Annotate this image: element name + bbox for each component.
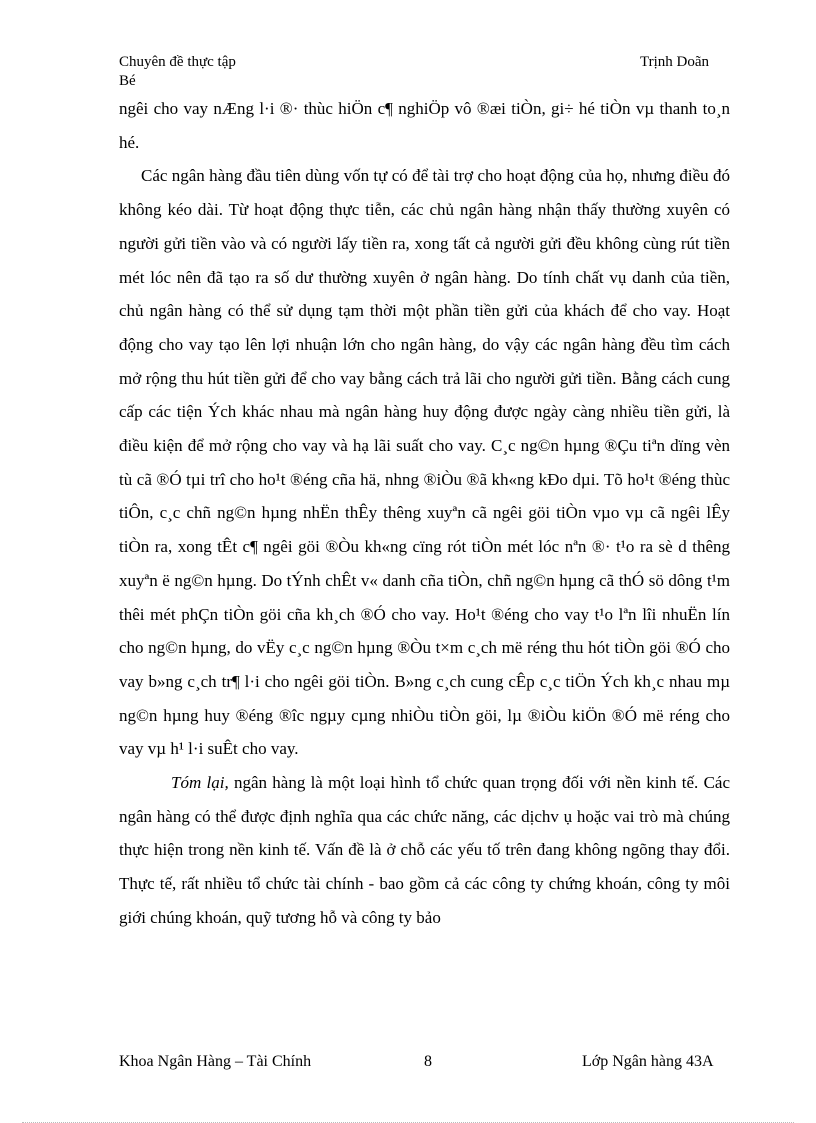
footer-left: Khoa Ngân Hàng – Tài Chính: [119, 1053, 312, 1070]
paragraph-1: ngêi cho vay nÆng l·i ®· thùc hiÖn c¶ nghiÖp vô ®æi tiÒn, gi÷ hé tiÒn vµ thanh to¸n hé.: [119, 99, 730, 152]
document-body: [119, 92, 730, 935]
paragraph-3-lead: Tóm lại,: [171, 773, 229, 793]
page-number: 8: [424, 1053, 432, 1070]
footer-right: Lớp Ngân hàng 43A: [582, 1053, 714, 1070]
header-left: Chuyên đề thực tập Bé: [119, 54, 236, 89]
paragraph-3-text: ngân hàng là một loại hình tổ chức quan trọng đối với nền kinh tế. Các ngân hàng có thể được định nghĩa qua các chức năng, các dịchv ụ hoặc vai trò mà chúng thực hiện trong nền kinh tế. Vấn đề là ở chỗ các yếu tố trên đang không ngõng thay đổi. Thực tế, rất nhiều tổ chức tài chính - bao gồm cả các công ty chứng khoán, công ty môi giới chúng khoán, quỹ tương hỗ và công ty bảo: [119, 773, 730, 927]
paragraph-2: Các ngân hàng đầu tiên dùng vốn tự có để tài trợ cho hoạt động của họ, nhưng điều đó không kéo dài. Từ hoạt động thực tiễn, các chủ ngân hàng nhận thấy thường xuyên có người gửi tiền vào và có người lấy tiền ra, xong tất cả người gửi đều không cùng rút tiền mét lóc nên đã tạo ra số dư thường xuyên ở ngân hàng. Do tính chất vụ danh của tiền, chủ ngân hàng có thể sử dụng tạm thời một phần tiền gửi của khách để cho vay. Hoạt động cho vay tạo lên lợi nhuận lớn cho ngân hàng, do vậy các ngân hàng đều tìm cách mở rộng thu hút tiền gửi để cho vay bằng cách trả lãi cho người gửi tiền. Bằng cách cung cấp các tiện Ých khác nhau mà ngân hàng huy động được ngày càng nhiều tiền gửi, là điều kiện để mở rộng cho vay và hạ lãi suất cho vay. C¸c ng©n hµng ®Çu tiªn dïng vèn tù cã ®Ó tµi trî cho ho¹t ®éng cña hä, nhng ®iÒu ®ã kh«ng kÐo dµi. Tõ ho¹t ®éng thùc tiÔn, c¸c chñ ng©n hµng nhËn thÊy thêng xuyªn cã ngêi göi tiÒn vµo vµ cã ngêi lÊy tiÒn ra, xong tÊt c¶ ngêi göi ®Òu kh«ng cïng rót tiÒn mét lóc nªn ®· t¹o ra sè d thêng xuyªn ë ng©n hµng. Do tÝnh chÊt v« danh cña tiÒn, chñ ng©n hµng cã thÓ sö dông t¹m thêi mét phÇn tiÒn göi cña kh¸ch ®Ó cho vay. Ho¹t ®éng cho vay t¹o lªn lîi nhuËn lín cho ng©n hµng, do vËy c¸c ng©n hµng ®Òu t×m c¸ch më réng thu hót tiÒn göi ®Ó cho vay b»ng c¸ch tr¶ l·i cho ngêi göi tiÒn. B»ng c¸ch cung cÊp c¸c tiÖn Ých kh¸c nhau mµ ng©n hµng huy ®éng ®îc ngµy cµng nhiÒu tiÒn göi, lµ ®iÒu kiÖn ®Ó më réng cho vay vµ h¹ l·i suÊt cho vay.: [119, 166, 730, 759]
paragraph-3: [119, 766, 730, 935]
header-right: Trịnh Doãn: [640, 54, 710, 70]
